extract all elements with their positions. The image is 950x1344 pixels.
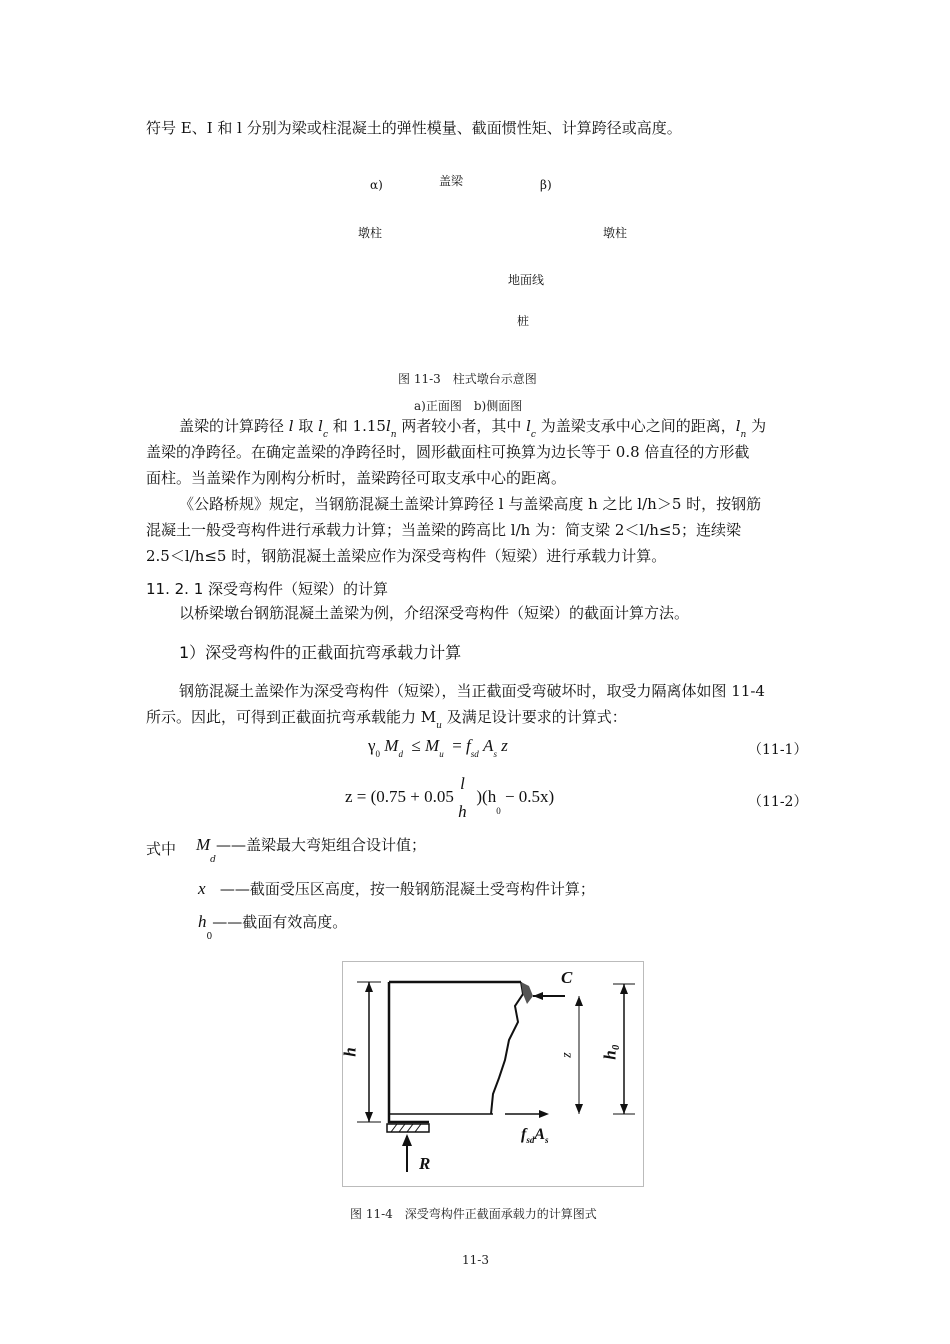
fig4-label-c: C [561,968,573,987]
fig4-hatch-4 [415,1124,421,1132]
fig4-h-arrow-bottom [365,1112,373,1122]
fig3-pile-label: 桩 [517,314,530,328]
def-x: x ——截面受压区高度，按一般钢筋混凝土受弯构件计算； [198,879,595,898]
fig4-label-r: R [419,1154,431,1173]
subsection-heading: 1）深受弯构件的正截面抗弯承载力计算 [179,643,462,662]
fig3-cap-beam-label: 盖梁 [439,174,464,188]
fig4-label-fsd-as: $f_{sd}A_s$ [521,1126,549,1146]
def-md: $M_d——$盖梁最大弯矩组合设计值； [196,835,426,865]
fig4-c-arrowhead [533,992,543,1000]
fig4-z-arrow-bottom [575,1104,583,1114]
fig4-z-arrow-top [575,996,583,1006]
section-heading: 11. 2. 1 深受弯构件（短梁）的计算 [146,580,389,598]
fig4-diagram [340,962,643,1186]
formula-11-2-number: （11-2） [748,794,808,810]
fig3-pier-right-label: 墩柱 [603,226,628,240]
fig4-beam-left-edge [389,982,429,1122]
fig3-subcaption: a)正面图 b)侧面图 [414,399,523,413]
para1-line1: 盖梁的计算跨径 l 取 $l_c$ 和 $1.15l_n$ 两者较小者，其中 $l_c$ 为盖梁支承中心之间的距离，$l_n$ 为 [179,417,767,440]
fig4-label-h: h [340,1047,360,1057]
section-intro: 以桥梁墩台钢筋混凝土盖梁为例，介绍深受弯构件（短梁）的截面计算方法。 [179,604,690,622]
page-number: 11-3 [462,1253,489,1267]
para2-line3: 2.5＜l/h≤5 时，钢筋混凝土盖梁应作为深受弯构件（短梁）进行承载力计算。 [146,547,667,565]
fig4-t-arrowhead [539,1110,549,1118]
fig4-h0-arrow-bottom [620,1104,628,1114]
formula-11-2: z = (0.75 + 0.05 l h )$(h_0 - 0.5x)$ [345,774,555,822]
para3-line2: 所示。因此，可得到正截面抗弯承载能力 $M_u$ 及满足设计要求的计算式： [146,708,627,731]
fig4-hatch-1 [391,1124,397,1132]
para2-line2: 混凝土一般受弯构件进行承载力计算；当盖梁的跨高比 l/h 为：简支梁 2＜l/h≤5；连续梁 [146,521,741,539]
formula-11-1: $\gamma_0$ $M_d \le M_u = f_{sd}$ $A_s$ z [368,736,508,759]
fig4-hatch-3 [407,1124,413,1132]
fig4-crack [491,982,523,1114]
fig3-label-b: β) [540,178,552,192]
def-h0: $h_0——$截面有效高度。 [198,912,348,942]
fig4-caption: 图 11-4 深受弯构件正截面承载力的计算图式 [350,1207,597,1221]
fig4-label-h0: h₀ [600,1044,620,1060]
fig4-reaction-arrowhead [402,1134,412,1146]
intro-line: 符号 E、I 和 l 分别为梁或柱混凝土的弹性模量、截面惯性矩、计算跨径或高度。 [146,119,682,137]
fig4-label-z: z [559,1052,575,1058]
para1-line2: 盖梁的净跨径。在确定盖梁的净跨径时，圆形截面柱可换算为边长等于 0.8 倍直径的方形截 [146,443,750,461]
para1-line3: 面柱。当盖梁作为刚构分析时，盖梁跨径可取支承中心的距离。 [146,469,567,487]
formula-11-1-number: （11-1） [748,742,808,758]
fig4-h-arrow-top [365,982,373,992]
defs-where: 式中 [146,840,177,858]
fig3-pier-left-label: 墩柱 [358,226,383,240]
fig4-hatch-2 [399,1124,405,1132]
fig4-frame [342,961,644,1187]
fig3-ground-label: 地面线 [508,273,545,287]
fig3-label-a: α) [370,178,383,192]
para3-line1: 钢筋混凝土盖梁作为深受弯构件（短梁），当正截面受弯破坏时，取受力隔离体如图 11-4 [179,682,765,700]
para2-line1: 《公路桥规》规定，当钢筋混凝土盖梁计算跨径 l 与盖梁高度 h 之比 l/h＞5 时，按钢筋 [179,495,762,513]
fig3-caption: 图 11-3 柱式墩台示意图 [398,372,537,386]
fig4-h0-arrow-top [620,984,628,994]
